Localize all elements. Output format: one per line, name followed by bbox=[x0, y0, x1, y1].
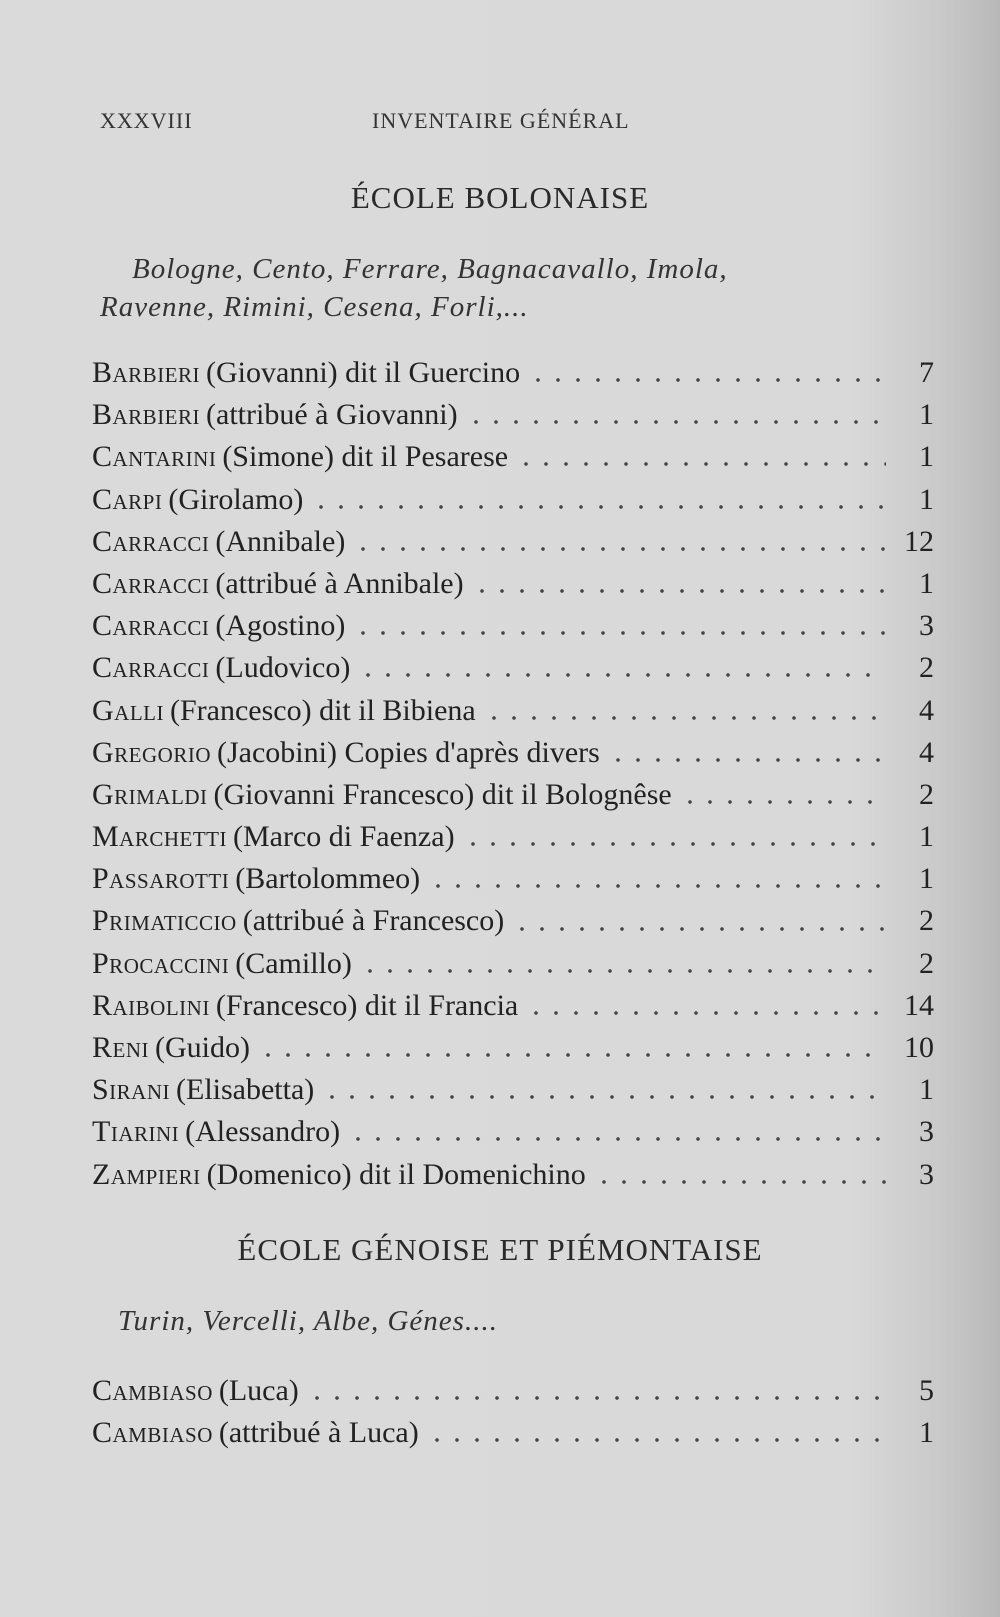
dot-leader bbox=[307, 1394, 886, 1402]
dot-leader bbox=[428, 882, 886, 890]
work-count: 2 bbox=[919, 904, 934, 938]
list-item bbox=[92, 690, 934, 732]
artist-name: Tiarini bbox=[92, 1115, 180, 1149]
dot-leader bbox=[526, 1009, 886, 1017]
artist-detail: (Marco di Faenza) bbox=[233, 820, 455, 854]
artist-detail: (attribué à Luca) bbox=[218, 1416, 419, 1450]
artist-detail: (attribué à Annibale) bbox=[215, 566, 464, 600]
work-count: 4 bbox=[919, 735, 934, 769]
list-item bbox=[92, 1069, 934, 1111]
artist-detail: (Annibale) bbox=[215, 524, 346, 558]
artist-detail: (Agostino) bbox=[215, 609, 346, 643]
artist-detail: (Girolamo) bbox=[168, 482, 304, 516]
work-count: 1 bbox=[919, 398, 934, 432]
list-item bbox=[92, 985, 934, 1027]
dot-leader bbox=[472, 587, 886, 595]
work-count: 1 bbox=[919, 862, 934, 896]
dot-leader bbox=[311, 503, 886, 511]
list-item bbox=[92, 394, 934, 436]
artist-detail: (Elisabetta) bbox=[176, 1073, 315, 1107]
artist-detail: (Camillo) bbox=[235, 946, 352, 980]
list-item bbox=[92, 352, 934, 394]
list-item bbox=[92, 479, 934, 521]
list-item bbox=[92, 521, 934, 563]
work-count: 12 bbox=[904, 524, 934, 558]
artist-name: Galli bbox=[92, 693, 164, 727]
work-count: 2 bbox=[919, 651, 934, 685]
dot-leader bbox=[528, 376, 886, 384]
artist-name: Barbieri bbox=[92, 398, 201, 432]
artist-detail: (Alessandro) bbox=[185, 1115, 341, 1149]
artist-detail: (Domenico) dit il Domenichino bbox=[206, 1157, 586, 1191]
list-item bbox=[92, 943, 934, 985]
list-item bbox=[92, 1370, 934, 1412]
artist-name: Carpi bbox=[92, 482, 163, 516]
dot-leader bbox=[484, 714, 886, 722]
work-count: 3 bbox=[919, 609, 934, 643]
list-item bbox=[92, 436, 934, 478]
list-item bbox=[92, 605, 934, 647]
work-count: 2 bbox=[919, 946, 934, 980]
list-item bbox=[92, 647, 934, 689]
places-line-1: Bologne, Cento, Ferrare, Bagnacavallo, Imola, bbox=[132, 253, 728, 285]
artist-detail: (attribué à Giovanni) bbox=[206, 398, 458, 432]
artist-name: Procaccini bbox=[92, 946, 230, 980]
artist-detail: (Guido) bbox=[155, 1031, 250, 1064]
artist-detail: (Giovanni) dit il Guercino bbox=[206, 356, 521, 389]
list-item bbox=[92, 900, 934, 942]
work-count: 5 bbox=[919, 1374, 934, 1407]
artist-detail: (Jacobini) Copies d'après divers bbox=[217, 735, 600, 769]
list-item bbox=[92, 1111, 934, 1153]
artist-detail: (Luca) bbox=[218, 1374, 299, 1407]
artist-name: Carracci bbox=[92, 651, 210, 685]
dot-leader bbox=[466, 418, 886, 426]
work-count: 2 bbox=[919, 777, 934, 811]
dot-leader bbox=[512, 925, 886, 933]
list-item bbox=[92, 563, 934, 605]
work-count: 1 bbox=[919, 482, 934, 516]
work-count: 7 bbox=[919, 356, 934, 389]
list-item bbox=[92, 816, 934, 858]
dot-leader bbox=[258, 1051, 886, 1059]
running-head bbox=[100, 108, 700, 140]
list-item bbox=[92, 774, 934, 816]
dot-leader bbox=[680, 798, 886, 806]
artist-name: Raibolini bbox=[92, 988, 210, 1022]
list-item bbox=[92, 858, 934, 900]
artist-name: Zampieri bbox=[92, 1157, 201, 1191]
list-item bbox=[92, 732, 934, 774]
dot-leader bbox=[353, 629, 886, 637]
work-count: 1 bbox=[919, 566, 934, 600]
dot-leader bbox=[427, 1436, 886, 1444]
work-count: 10 bbox=[904, 1031, 934, 1064]
artist-name: Cantarini bbox=[92, 440, 217, 474]
section-title-genoise: ÉCOLE GÉNOISE ET PIÉMONTAISE bbox=[237, 1232, 763, 1267]
artist-name: Carracci bbox=[92, 524, 210, 558]
section-title-bolonaise: ÉCOLE BOLONAISE bbox=[350, 180, 650, 215]
dot-leader bbox=[608, 756, 886, 764]
artist-name: Carracci bbox=[92, 609, 210, 643]
dot-leader bbox=[358, 671, 886, 679]
artist-name: Grimaldi bbox=[92, 777, 208, 811]
work-count: 3 bbox=[919, 1157, 934, 1191]
work-count: 1 bbox=[919, 820, 934, 854]
dot-leader bbox=[463, 840, 886, 848]
artist-detail: (Francesco) dit il Bibiena bbox=[169, 693, 476, 727]
artist-name: Reni bbox=[92, 1031, 149, 1064]
dot-leader bbox=[322, 1093, 886, 1101]
running-title: INVENTAIRE GÉNÉRAL bbox=[372, 108, 630, 133]
list-item bbox=[92, 1412, 934, 1454]
work-count: 4 bbox=[919, 693, 934, 727]
artist-name: Gregorio bbox=[92, 735, 211, 769]
dot-leader bbox=[353, 545, 886, 553]
artist-name: Passarotti bbox=[92, 862, 230, 896]
list-item bbox=[92, 1154, 934, 1196]
artist-list-bolonaise bbox=[92, 352, 934, 1196]
places-line-genoise: Turin, Vercelli, Albe, Génes.... bbox=[118, 1305, 498, 1337]
dot-leader bbox=[516, 460, 886, 468]
dot-leader bbox=[348, 1135, 886, 1143]
places-line-2: Ravenne, Rimini, Cesena, Forli,... bbox=[100, 291, 529, 323]
work-count: 3 bbox=[919, 1115, 934, 1149]
page-number: XXXVIII bbox=[100, 108, 193, 133]
artist-name: Cambiaso bbox=[92, 1416, 213, 1450]
artist-detail: (Giovanni Francesco) dit il Bolognêse bbox=[213, 777, 672, 811]
artist-name: Barbieri bbox=[92, 356, 201, 389]
artist-name: Carracci bbox=[92, 566, 210, 600]
work-count: 1 bbox=[919, 1073, 934, 1107]
artist-name: Cambiaso bbox=[92, 1374, 213, 1407]
artist-name: Sirani bbox=[92, 1073, 171, 1107]
dot-leader bbox=[360, 967, 886, 975]
artist-name: Marchetti bbox=[92, 820, 227, 854]
work-count: 14 bbox=[904, 988, 934, 1022]
artist-detail: (Francesco) dit il Francia bbox=[215, 988, 519, 1022]
dot-leader bbox=[594, 1178, 886, 1186]
work-count: 1 bbox=[919, 1416, 934, 1450]
artist-detail: (attribué à Francesco) bbox=[242, 904, 505, 938]
work-count: 1 bbox=[919, 440, 934, 474]
artist-detail: (Simone) dit il Pesarese bbox=[222, 440, 509, 474]
artist-list-genoise bbox=[92, 1370, 934, 1454]
artist-detail: (Ludovico) bbox=[215, 651, 351, 685]
artist-detail: (Bartolommeo) bbox=[235, 862, 421, 896]
artist-name: Primaticcio bbox=[92, 904, 237, 938]
list-item bbox=[92, 1027, 934, 1069]
